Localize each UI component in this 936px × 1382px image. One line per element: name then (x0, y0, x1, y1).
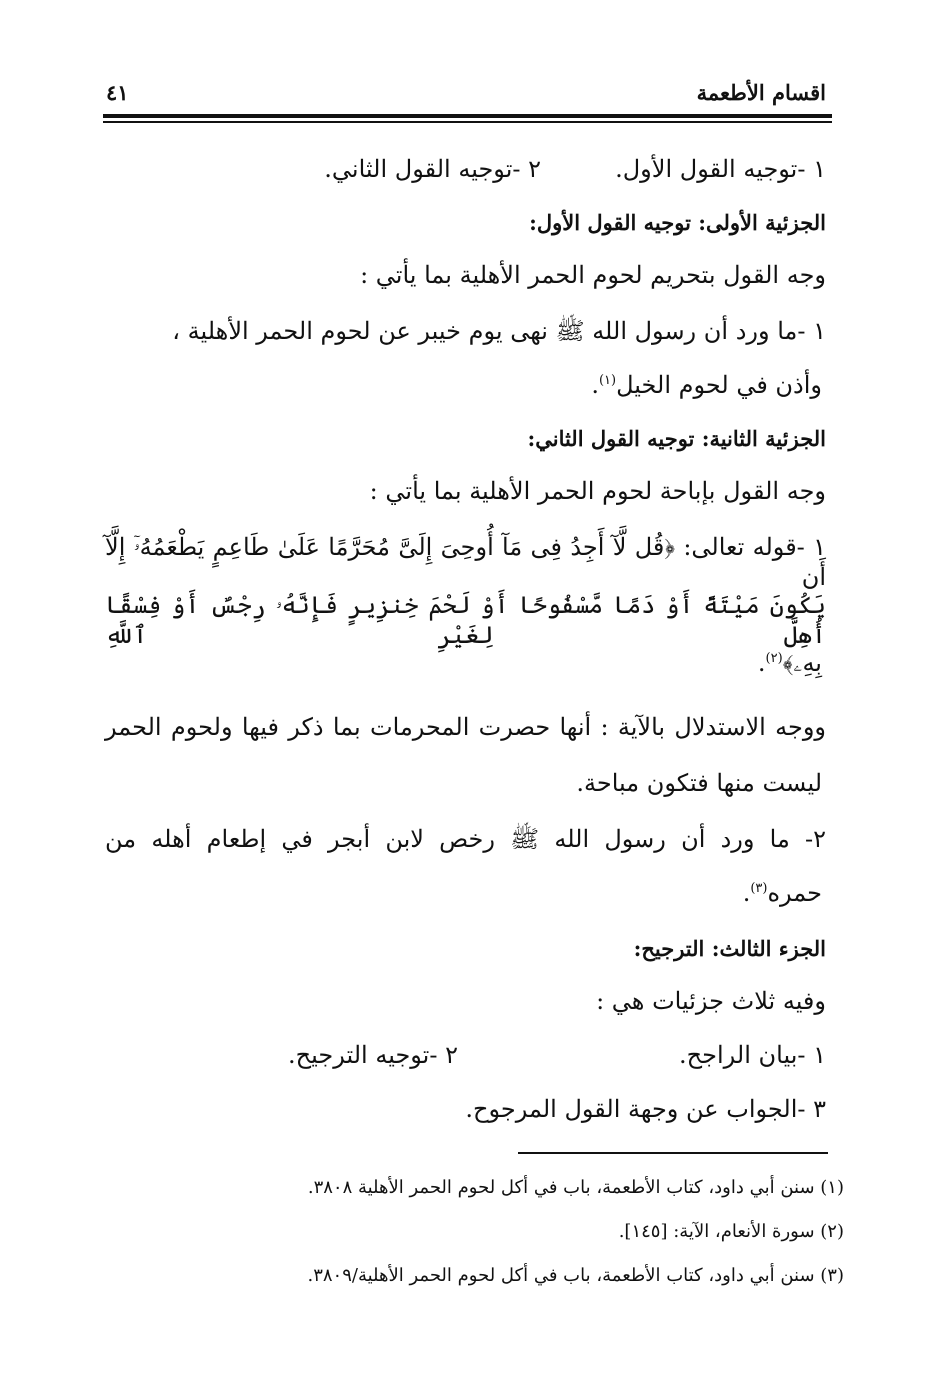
page-number: ٤١ (106, 80, 129, 105)
paragraph-line (591, 370, 822, 400)
paragraph-line (743, 878, 822, 908)
subheading-part-two: الجزئية الثانية: توجيه القول الثاني: (527, 426, 826, 451)
quran-verse-line: ١ -قوله تعالى: ﴿قُل لَّآ أَجِدُ فِى مَآ أُوحِىَ إِلَىَّ مُحَرَّمًا عَلَىٰ طَاعِمٍ يَطْعَمُهُۥٓ إِلَّآ أَن (105, 533, 826, 591)
paragraph-line: ووجه الاستدلال بالآية : أنها حصرت المحرمات بما ذكر فيها ولحوم الحمر (105, 713, 826, 741)
paragraph-text: بِهِۦ﴾ (782, 649, 822, 677)
paragraph-text: وأذن في لحوم الخيل (616, 371, 822, 399)
footnote-3: (٣) سنن أبي داود، كتاب الأطعمة، باب في أكل لحوم الحمر الأهلية/٣٨٠٩. (307, 1265, 844, 1286)
footnote-marker: (٣) (750, 881, 768, 896)
paragraph-text: حمره (767, 879, 822, 907)
list-item-response: ٣ -الجواب عن وجهة القول المرجوح. (465, 1095, 826, 1123)
paragraph-line: ليست منها فتكون مباحة. (576, 769, 822, 797)
footnote-2: (٢) سورة الأنعام، الآية: [١٤٥]. (618, 1221, 844, 1242)
subheading-part-one: الجزئية الأولى: توجيه القول الأول: (529, 210, 826, 235)
footnote-separator (518, 1152, 828, 1154)
paragraph-text: . (742, 879, 751, 907)
quran-verse-line: يَكُونَ مَيْتَةً أَوْ دَمًا مَّسْفُوحًا أَوْ لَحْمَ خِنزِيرٍ فَإِنَّهُۥ رِجْسٌ أَوْ فِسْقًا أُهِلَّ لِغَيْرِ ٱللَّهِ (105, 591, 826, 649)
list-item-second-opinion: ٢ -توجيه القول الثاني. (324, 155, 541, 183)
paragraph-text: . (591, 371, 599, 399)
quran-verse-line (758, 648, 822, 678)
paragraph-line: وجه القول بإباحة لحوم الحمر الأهلية بما يأتي : (369, 477, 826, 505)
paragraph-line: وجه القول بتحريم لحوم الحمر الأهلية بما يأتي : (360, 261, 826, 289)
list-item-preferred: ١ -بيان الراجح. (679, 1041, 826, 1069)
footnote-1: (١) سنن أبي داود، كتاب الأطعمة، باب في أكل لحوم الحمر الأهلية ٣٨٠٨. (307, 1177, 844, 1198)
list-item-first-opinion: ١ -توجيه القول الأول. (615, 155, 826, 183)
paragraph-line: وفيه ثلاث جزئيات هي : (596, 987, 826, 1015)
list-item-justification: ٢ -توجيه الترجيح. (288, 1041, 458, 1069)
header-rule-thin (103, 121, 832, 123)
footnote-marker: (٢) (765, 651, 783, 666)
subheading-part-three: الجزء الثالث: الترجيح: (633, 936, 826, 961)
header-rule-thick (103, 114, 832, 118)
footnote-marker: (١) (598, 373, 617, 388)
paragraph-text: . (757, 649, 766, 677)
paragraph-line: ١ -ما ورد أن رسول الله ﷺ نهى يوم خيبر عن لحوم الحمر الأهلية ، (172, 317, 826, 345)
paragraph-line: ٢- ما ورد أن رسول الله ﷺ رخص لابن أبجر في إطعام أهله من (105, 825, 826, 853)
running-header-title: اقسام الأطعمة (696, 80, 826, 105)
